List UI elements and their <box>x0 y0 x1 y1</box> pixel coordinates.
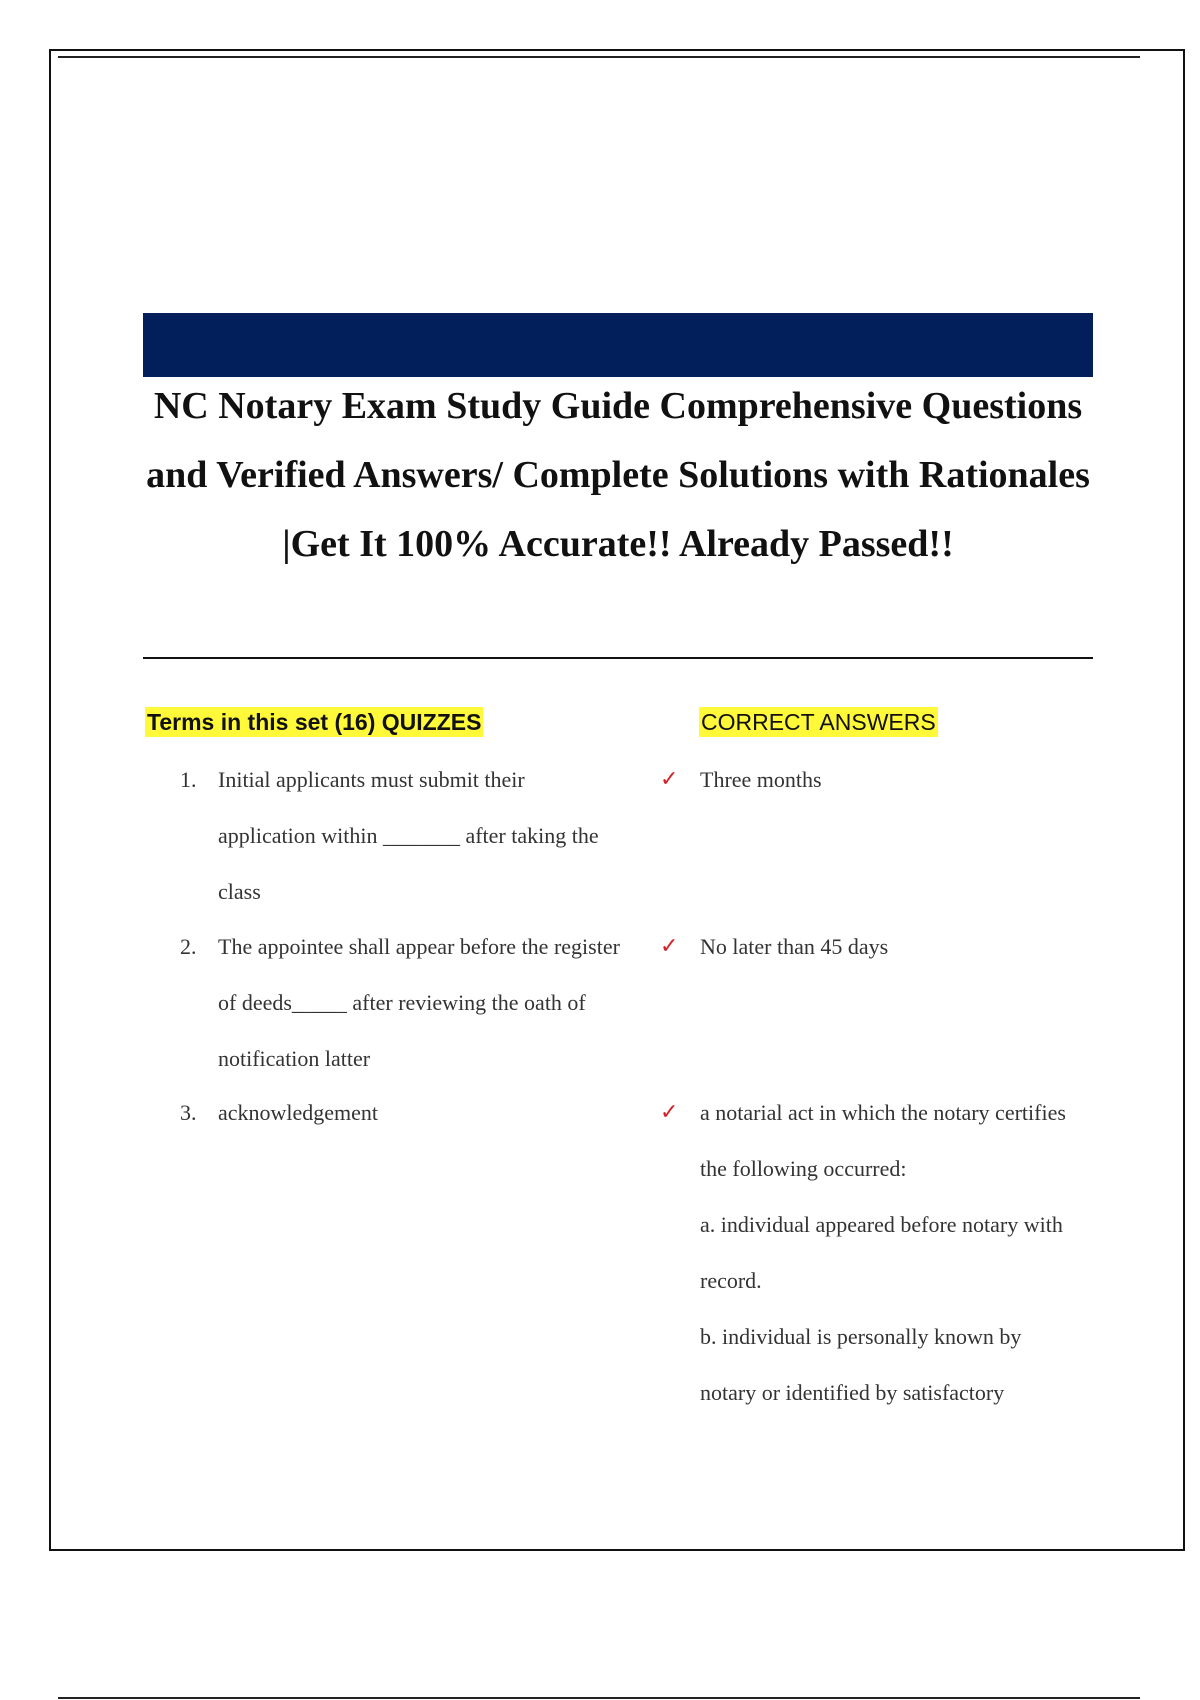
question-item <box>180 1085 620 1141</box>
checkmark-icon: ✓ <box>660 934 679 959</box>
answer-line: a notarial act in which the notary certifies the following occurred: <box>700 1100 1066 1181</box>
question-text: acknowledgement <box>218 1100 379 1125</box>
checkmark-icon: ✓ <box>660 767 679 792</box>
answer-text: No later than 45 days <box>700 934 889 959</box>
answer-item <box>660 1085 1080 1421</box>
terms-heading: Terms in this set (16) QUIZZES <box>147 709 482 735</box>
question-number: 2. <box>180 934 197 959</box>
answer-line: a. individual appeared before notary with record. <box>700 1212 1063 1293</box>
answer-item <box>660 919 1080 975</box>
title-banner <box>143 313 1093 377</box>
question-text: The appointee shall appear before the register of deeds_____ after reviewing the oath of notification latter <box>218 934 620 1071</box>
question-number: 3. <box>180 1100 197 1125</box>
question-item <box>180 752 620 920</box>
document-title: NC Notary Exam Study Guide Comprehensive Questions and Verified Answers/ Complete Solutions with Rationales |Get It 100% Accurate!! Already Passed!! <box>146 385 1090 565</box>
question-number: 1. <box>180 767 197 792</box>
top-rule <box>58 56 1140 58</box>
bottom-rule <box>58 1697 1140 1699</box>
checkmark-icon: ✓ <box>660 1100 679 1125</box>
question-item <box>180 919 620 1087</box>
title-divider <box>143 657 1093 659</box>
question-text: Initial applicants must submit their application within _______ after taking the class <box>218 767 599 904</box>
answer-line: b. individual is personally known by notary or identified by satisfactory <box>700 1324 1022 1405</box>
answer-text: Three months <box>700 767 822 792</box>
answer-item <box>660 752 1080 808</box>
answers-heading: CORRECT ANSWERS <box>701 709 936 735</box>
